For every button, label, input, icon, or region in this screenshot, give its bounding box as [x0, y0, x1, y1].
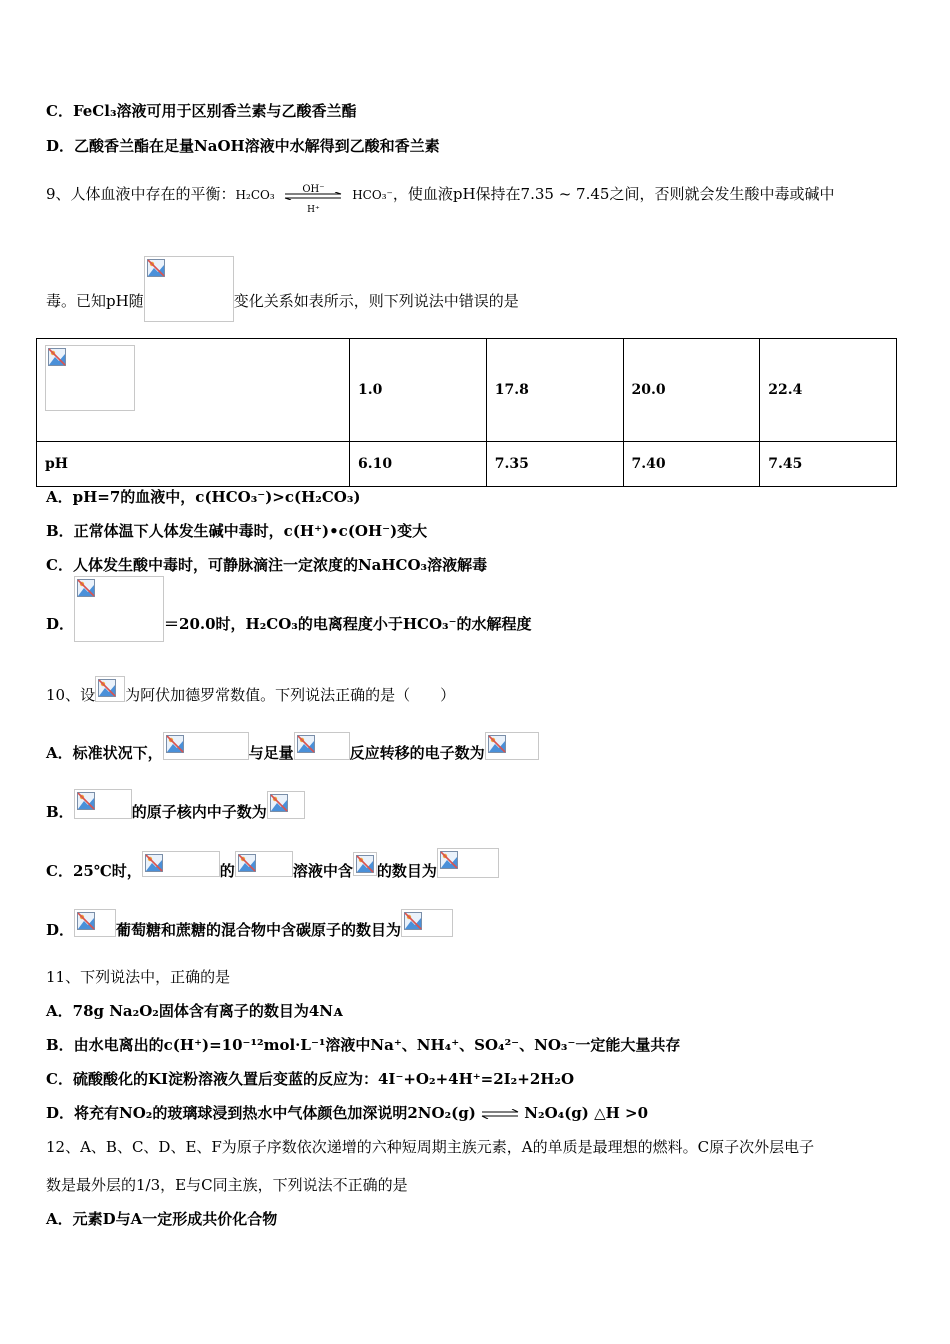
option-text: 的原子核内中子数为 [131, 803, 267, 821]
option-text: D．将充有NO₂的玻璃球浸到热水中气体颜色加深说明2NO₂(g) [46, 1104, 476, 1122]
q10-stem-a: 10、设 [46, 686, 96, 704]
broken-image-icon [440, 851, 458, 869]
table-cell: 7.40 [623, 442, 760, 487]
equilibrium-arrow-icon [481, 1109, 519, 1119]
q10-option-d [46, 920, 453, 940]
broken-image-icon [77, 792, 95, 810]
broken-image-icon [356, 855, 374, 873]
formula-image [294, 732, 350, 760]
arrow-top-label: OH⁻ [302, 184, 325, 195]
table-cell: 7.45 [760, 442, 897, 487]
formula-image [401, 909, 453, 937]
q9-option-b: B．正常体温下人体发生碱中毒时，c(H⁺)•c(OH⁻)变大 [46, 522, 428, 540]
q11-option-b: B．由水电离出的c(H⁺)=10⁻¹²mol·L⁻¹溶液中Na⁺、NH₄⁺、SO₄²⁻、NO₃⁻一定能大量共存 [46, 1036, 681, 1054]
broken-image-icon [238, 854, 256, 872]
q10-option-c [46, 861, 499, 881]
table-row [37, 339, 897, 442]
q9-option-d [46, 614, 532, 634]
option-label: C．25℃时， [46, 862, 142, 880]
table-cell: 1.0 [350, 339, 487, 442]
option-text: 溶液中含 [292, 862, 353, 880]
option-text: 的数目为 [376, 862, 437, 880]
q8-option-c: C．FeCl₃溶液可用于区别香兰素与乙酸香兰酯 [46, 102, 357, 120]
formula-image [267, 791, 305, 819]
q11-option-d [46, 1103, 648, 1123]
q9-option-a: A．pH=7的血液中，c(HCO₃⁻)>c(H₂CO₃) [46, 488, 361, 506]
q9-line2-prefix: 毒。已知pH随 [46, 292, 144, 310]
q8-option-d: D．乙酸香兰酯在足量NaOH溶液中水解得到乙酸和香兰素 [46, 137, 440, 155]
formula-image [235, 851, 293, 877]
q9-stem-prefix: 9、人体血液中存在的平衡： [46, 185, 236, 203]
q9-stem-suffix: ，使血液pH保持在7.35 ~ 7.45之间，否则就会发生酸中毒或碱中 [392, 185, 835, 203]
option-label: A．标准状况下， [46, 744, 163, 762]
option-text: 葡萄糖和蔗糖的混合物中含碳原子的数目为 [116, 921, 402, 939]
option-label: D． [46, 921, 75, 939]
broken-image-icon [404, 912, 422, 930]
broken-image-icon [297, 735, 315, 753]
option-text: ＝20.0时，H₂CO₃的电离程度小于HCO₃⁻的水解程度 [164, 615, 532, 633]
formula-image [144, 256, 234, 322]
broken-image-icon [77, 579, 95, 597]
broken-image-icon [147, 259, 165, 277]
q9-lhs: H₂CO₃ [235, 188, 275, 202]
broken-image-icon [98, 679, 116, 697]
option-text: 反应转移的电子数为 [349, 744, 485, 762]
q9-line2-suffix: 变化关系如表所示，则下列说法中错误的是 [233, 292, 519, 310]
option-label: B． [46, 803, 74, 821]
q12-stem-line1: 12、A、B、C、D、E、F为原子序数依次递增的六种短周期主族元素，A的单质是最理想的燃料。C原子次外层电子 [46, 1138, 815, 1156]
option-text: N₂O₄(g) △H >0 [524, 1104, 649, 1122]
ph-table [36, 338, 897, 487]
q10-stem-b: 为阿伏加德罗常数值。下列说法正确的是（ ） [125, 686, 456, 704]
q9-stem-line2 [46, 282, 519, 322]
table-cell: 17.8 [486, 339, 623, 442]
broken-image-icon [488, 735, 506, 753]
q11-option-a: A．78g Na₂O₂固体含有离子的数目为4Nᴀ [46, 1002, 343, 1020]
table-row [37, 442, 897, 487]
formula-image [142, 851, 220, 877]
q12-option-a: A．元素D与A一定形成共价化合物 [46, 1210, 278, 1228]
formula-image [74, 909, 116, 937]
broken-image-icon [77, 912, 95, 930]
option-label: D． [46, 615, 75, 633]
arrow-bottom-label: H⁺ [307, 205, 320, 215]
q10-stem [46, 685, 455, 705]
broken-image-icon [48, 348, 66, 366]
table-cell: 7.35 [486, 442, 623, 487]
broken-image-icon [270, 794, 288, 812]
broken-image-icon [166, 735, 184, 753]
table-cell: 20.0 [623, 339, 760, 442]
formula-image [485, 732, 539, 760]
table-cell: 6.10 [350, 442, 487, 487]
formula-image [163, 732, 249, 760]
q10-option-a [46, 743, 539, 763]
na-symbol-image [95, 676, 125, 702]
formula-image [74, 789, 132, 819]
formula-image [437, 848, 499, 878]
option-text: 的 [219, 862, 235, 880]
q12-stem-line2: 数是最外层的1/3，E与C同主族，下列说法不正确的是 [46, 1176, 408, 1194]
q9-option-c: C．人体发生酸中毒时，可静脉滴注一定浓度的NaHCO₃溶液解毒 [46, 556, 488, 574]
equilibrium-arrow [283, 182, 343, 215]
q11-stem: 11、下列说法中，正确的是 [46, 968, 231, 986]
q10-option-b [46, 802, 305, 822]
broken-image-icon [145, 854, 163, 872]
option-text: 与足量 [248, 744, 294, 762]
ratio-formula-image [74, 576, 164, 642]
q9-rhs: HCO₃⁻ [352, 188, 393, 202]
table-header-cell: pH [37, 442, 350, 487]
ratio-formula-image [45, 345, 135, 411]
q11-option-c: C．硫酸酸化的KI淀粉溶液久置后变蓝的反应为：4I⁻+O₂+4H⁺=2I₂+2H₂O [46, 1070, 575, 1088]
formula-image [353, 852, 377, 876]
double-arrow-icon [283, 192, 343, 200]
table-header-cell [37, 339, 350, 442]
q9-stem [46, 182, 835, 215]
table-cell: 22.4 [760, 339, 897, 442]
